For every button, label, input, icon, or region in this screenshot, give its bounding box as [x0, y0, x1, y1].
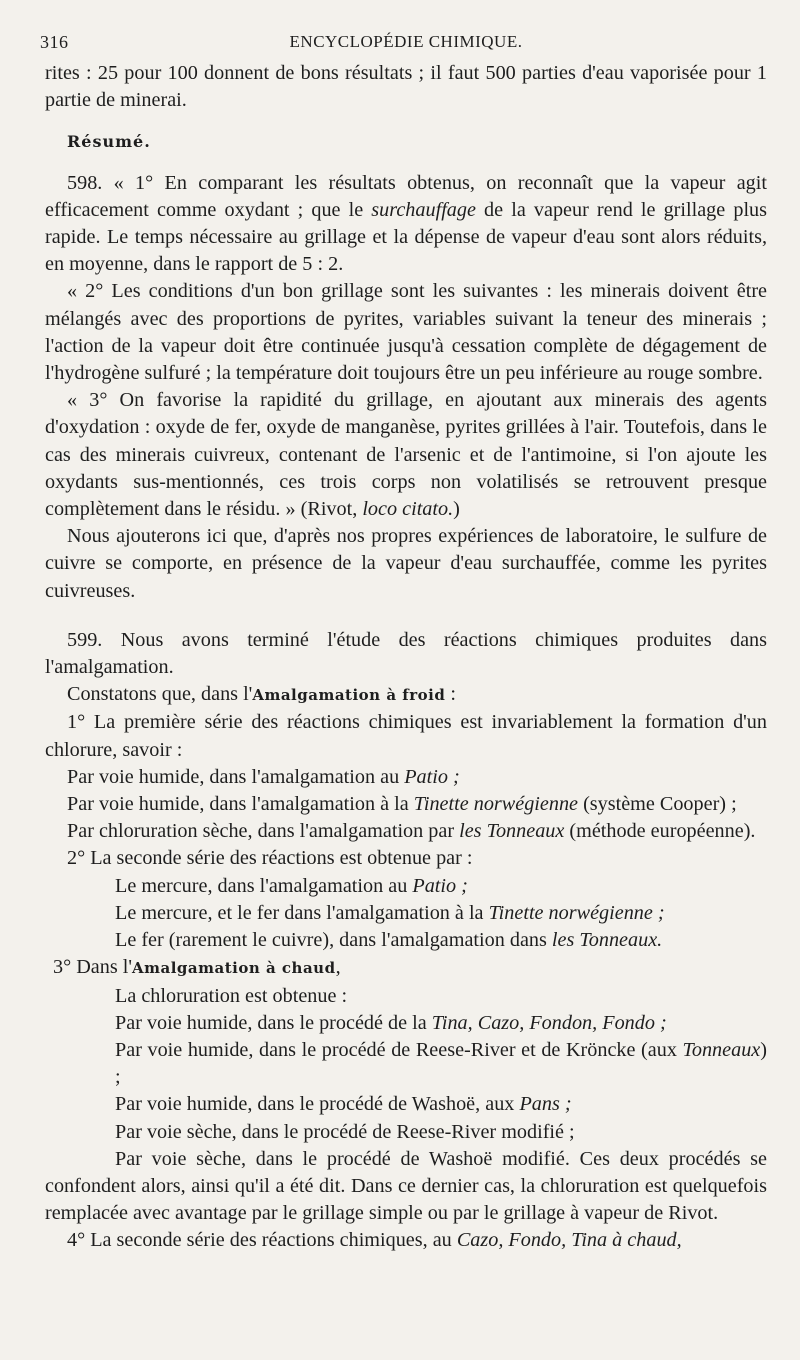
- list-item-2a: Le mercure, dans l'amalgamation au Patio ;: [115, 874, 468, 897]
- page-number: 316: [40, 32, 69, 52]
- paragraph-598-3: « 3° On favorise la rapidité du grillage, en ajoutant aux minerais des agents d'oxydation : oxyde de fer, oxyde de manganèse, pyrites grillées à l'air. Toutefois, dans le cas des minerais cuivreux, contenant de l'arsenic et de l'antimoine, si l'on ajoute les oxydants sus-mentionnés, ces trois corps non volatilisés se retrouvent presque complètement dans le résidu. » (Rivot, loco citato.): [45, 389, 767, 521]
- section-heading-resume: Résumé.: [67, 132, 151, 152]
- list-item-1a: Par voie humide, dans l'amalgamation au Patio ;: [67, 765, 460, 788]
- list-item-1c: Par chloruration sèche, dans l'amalgamation par les Tonneaux (méthode européenne).: [67, 820, 756, 843]
- list-item-2c: Le fer (rarement le cuivre), dans l'amalgamation dans les Tonneaux.: [115, 929, 663, 952]
- list-item-2b: Le mercure, et le fer dans l'amalgamation à la Tinette norwégienne ;: [115, 901, 665, 924]
- list-item-1: 1° La première série des réactions chimiques est invariablement la formation d'un chlorure, savoir :: [45, 711, 767, 761]
- list-item-3-chloruration: La chloruration est obtenue :: [115, 984, 348, 1007]
- list-item-3e: Par voie sèche, dans le procédé de Washoë modifié. Ces deux procédés se confondent alors, ainsi qu'il a été dit. Dans ce dernier cas, la chloruration est quelquefois remplacée avec avantage par le grillage simple ou par le grillage à vapeur de Rivot.: [45, 1147, 767, 1225]
- list-item-3: 3° Dans l'Amalgamation à chaud,: [53, 956, 341, 979]
- paragraph-598-2: « 2° Les conditions d'un bon grillage sont les suivantes : les minerais doivent être mélangés avec des proportions de pyrites, variables suivant la teneur des minerais ; l'action de la vapeur doit être continuée jusqu'à cessation complète de dégagement de l'hydrogène sulfuré ; la température doit toujours être un peu inférieure au rouge sombre.: [45, 280, 767, 385]
- list-item-3a: Par voie humide, dans le procédé de la Tina, Cazo, Fondon, Fondo ;: [115, 1011, 667, 1034]
- paragraph-598: 598. « 1° En comparant les résultats obtenus, on reconnaît que la vapeur agit efficacement comme oxydant ; que le surchauffage de la vapeur rend le grillage plus rapide. Le temps nécessaire au grillage et la dépense de vapeur d'eau sont alors réduits, en moyenne, dans le rapport de 5 : 2.: [45, 171, 767, 276]
- running-title: ENCYCLOPÉDIE CHIMIQUE.: [289, 32, 523, 51]
- list-item-4: 4° La seconde série des réactions chimiques, au Cazo, Fondo, Tina à chaud,: [67, 1229, 682, 1252]
- paragraph-599: 599. Nous avons terminé l'étude des réactions chimiques produites dans l'amalgamation.: [45, 628, 767, 679]
- page-body: [45, 60, 767, 1255]
- page-header: [40, 28, 772, 58]
- list-item-2: 2° La seconde série des réactions est obtenue par :: [67, 847, 473, 870]
- list-item-1b: Par voie humide, dans l'amalgamation à la Tinette norwégienne (système Cooper) ;: [67, 793, 737, 816]
- list-item-3b: Par voie humide, dans le procédé de Reese-River et de Kröncke (aux Tonneaux) ;: [115, 1038, 767, 1089]
- list-item-3c: Par voie humide, dans le procédé de Washoë, aux Pans ;: [115, 1093, 572, 1116]
- paragraph-nous: Nous ajouterons ici que, d'après nos propres expériences de laboratoire, le sulfure de cuivre se comporte, en présence de la vapeur d'eau surchauffée, comme les pyrites cuivreuses.: [45, 525, 767, 602]
- paragraph-constatons: Constatons que, dans l'Amalgamation à froid :: [67, 683, 456, 706]
- paragraph-intro: rites : 25 pour 100 donnent de bons résultats ; il faut 500 parties d'eau vaporisée pour 1 partie de minerai.: [45, 62, 767, 112]
- list-item-3d: Par voie sèche, dans le procédé de Reese-River modifié ;: [115, 1120, 575, 1143]
